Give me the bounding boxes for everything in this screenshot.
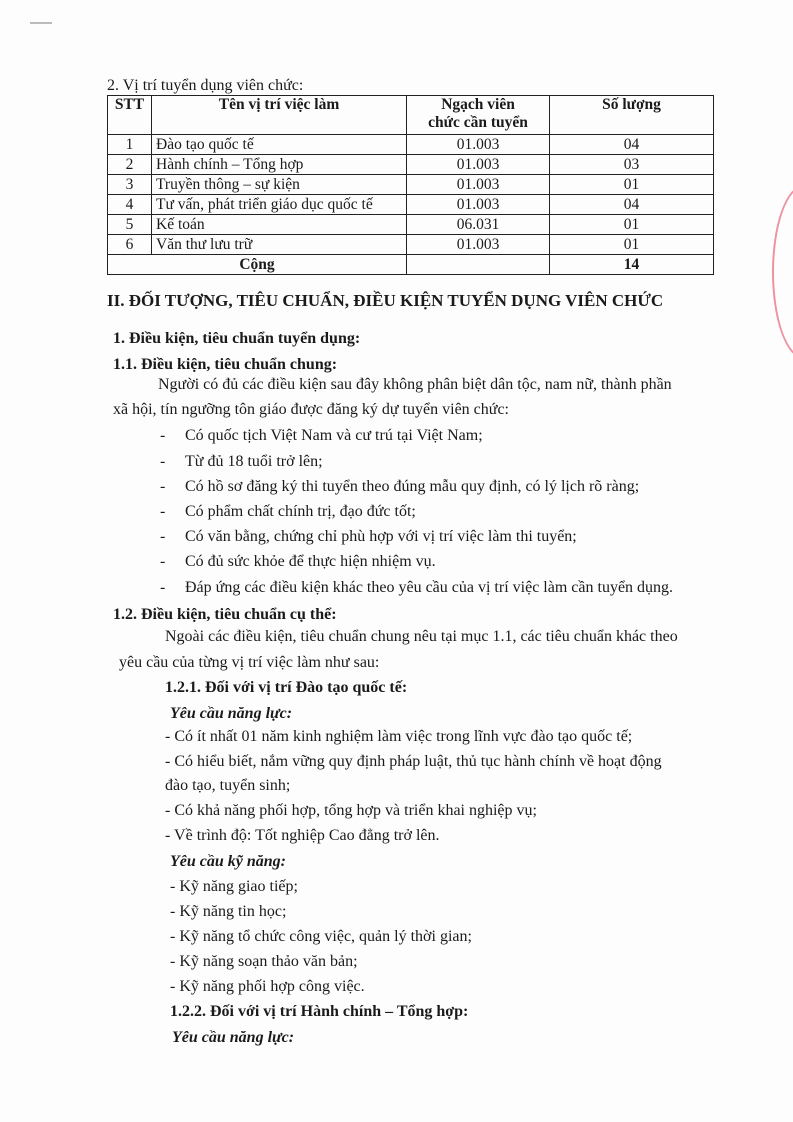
capability-label-2: Yêu cầu năng lực: (172, 1029, 295, 1046)
heading-1-2: 1.2. Điều kiện, tiêu chuẩn cụ thể: (113, 606, 337, 623)
cell-qty: 03 (550, 155, 714, 175)
header-position: Tên vị trí việc làm (152, 96, 407, 135)
cell-qty: 01 (550, 235, 714, 255)
capability-item: - Có khả năng phối hợp, tổng hợp và triển khai nghiệp vụ; (165, 802, 537, 819)
heading-1-2-2: 1.2.2. Đối với vị trí Hành chính – Tổng hợp: (170, 1003, 469, 1020)
list-item: Có hồ sơ đăng ký thi tuyển theo đúng mẫu quy định, có lý lịch rõ ràng; (185, 478, 640, 495)
table-row (108, 235, 714, 255)
list-item: Có văn bằng, chứng chỉ phù hợp với vị trí việc làm thi tuyển; (185, 528, 577, 545)
heading-1: 1. Điều kiện, tiêu chuẩn tuyển dụng: (113, 330, 361, 347)
table-row (108, 135, 714, 155)
list-item: Có đủ sức khỏe để thực hiện nhiệm vụ. (185, 553, 436, 570)
list-bullet: - (160, 553, 166, 570)
cell-qty: 04 (550, 195, 714, 215)
cell-position: Kế toán (152, 215, 407, 235)
table-header-row (108, 96, 714, 135)
table-row (108, 195, 714, 215)
cell-qty: 01 (550, 215, 714, 235)
header-grade-line1: Ngạch viên (441, 96, 515, 113)
table-row (108, 215, 714, 235)
header-grade-line2: chức cần tuyển (428, 114, 528, 131)
heading-1-1: 1.1. Điều kiện, tiêu chuẩn chung: (113, 356, 338, 373)
cell-position: Tư vấn, phát triển giáo dục quốc tế (152, 195, 407, 215)
paragraph-1-1-line1: Người có đủ các điều kiện sau đây không phân biệt dân tộc, nam nữ, thành phần (158, 376, 672, 393)
table-row (108, 175, 714, 195)
skills-label: Yêu cầu kỹ năng: (170, 853, 286, 870)
header-grade (407, 96, 550, 135)
positions-table (107, 95, 714, 275)
list-item: - Kỹ năng soạn thảo văn bản; (170, 953, 358, 970)
list-bullet: - (160, 579, 166, 596)
cell-qty: 01 (550, 175, 714, 195)
capability-item: - Về trình độ: Tốt nghiệp Cao đẳng trở lên. (165, 827, 440, 844)
capability-item: - Có hiểu biết, nắm vững quy định pháp luật, thủ tục hành chính về hoạt động (165, 753, 662, 770)
list-bullet: - (160, 528, 166, 545)
cell-grade: 01.003 (407, 235, 550, 255)
total-empty-cell (407, 255, 550, 275)
cell-stt: 5 (108, 215, 152, 235)
capability-item-cont: đào tạo, tuyển sinh; (165, 777, 291, 794)
list-item: - Kỹ năng giao tiếp; (170, 878, 298, 895)
list-bullet: - (160, 503, 166, 520)
section-heading: 2. Vị trí tuyển dụng viên chức: (107, 77, 304, 94)
list-bullet: - (160, 427, 166, 444)
red-seal-stamp (772, 185, 793, 359)
cell-stt: 6 (108, 235, 152, 255)
list-item: Từ đủ 18 tuổi trở lên; (185, 453, 323, 470)
list-item: Có quốc tịch Việt Nam và cư trú tại Việt Nam; (185, 427, 483, 444)
cell-qty: 04 (550, 135, 714, 155)
cell-grade: 01.003 (407, 195, 550, 215)
cell-grade: 01.003 (407, 135, 550, 155)
cell-grade: 01.003 (407, 155, 550, 175)
table-row (108, 155, 714, 175)
table-total-row (108, 255, 714, 275)
cell-stt: 4 (108, 195, 152, 215)
cell-grade: 01.003 (407, 175, 550, 195)
header-stt: STT (108, 96, 152, 135)
list-item: - Kỹ năng tin học; (170, 903, 287, 920)
total-label: Cộng (108, 255, 407, 275)
paragraph-1-2-line1: Ngoài các điều kiện, tiêu chuẩn chung nêu tại mục 1.1, các tiêu chuẩn khác theo (165, 628, 678, 645)
cell-position: Đào tạo quốc tế (152, 135, 407, 155)
total-value: 14 (550, 255, 714, 275)
cell-stt: 1 (108, 135, 152, 155)
scan-mark (30, 22, 52, 24)
list-bullet: - (160, 478, 166, 495)
cell-position: Hành chính – Tổng hợp (152, 155, 407, 175)
list-bullet: - (160, 453, 166, 470)
list-item: Có phẩm chất chính trị, đạo đức tốt; (185, 503, 416, 520)
capability-label: Yêu cầu năng lực: (170, 705, 293, 722)
paragraph-1-1-line2: xã hội, tín ngưỡng tôn giáo được đăng ký dự tuyển viên chức: (113, 401, 509, 418)
list-item: - Kỹ năng tổ chức công việc, quản lý thời gian; (170, 928, 472, 945)
header-qty: Số lượng (550, 96, 714, 135)
cell-stt: 2 (108, 155, 152, 175)
cell-grade: 06.031 (407, 215, 550, 235)
cell-stt: 3 (108, 175, 152, 195)
capability-item: - Có ít nhất 01 năm kinh nghiệm làm việc trong lĩnh vực đào tạo quốc tế; (165, 728, 633, 745)
cell-position: Văn thư lưu trữ (152, 235, 407, 255)
list-item: Đáp ứng các điều kiện khác theo yêu cầu của vị trí việc làm cần tuyển dụng. (185, 579, 674, 596)
heading-II: II. ĐỐI TƯỢNG, TIÊU CHUẨN, ĐIỀU KIỆN TUYỂN DỤNG VIÊN CHỨC (107, 291, 664, 310)
paragraph-1-2-line2: yêu cầu của từng vị trí việc làm như sau: (119, 654, 380, 671)
heading-1-2-1: 1.2.1. Đối với vị trí Đào tạo quốc tế: (165, 679, 408, 696)
list-item: - Kỹ năng phối hợp công việc. (170, 978, 365, 995)
cell-position: Truyền thông – sự kiện (152, 175, 407, 195)
